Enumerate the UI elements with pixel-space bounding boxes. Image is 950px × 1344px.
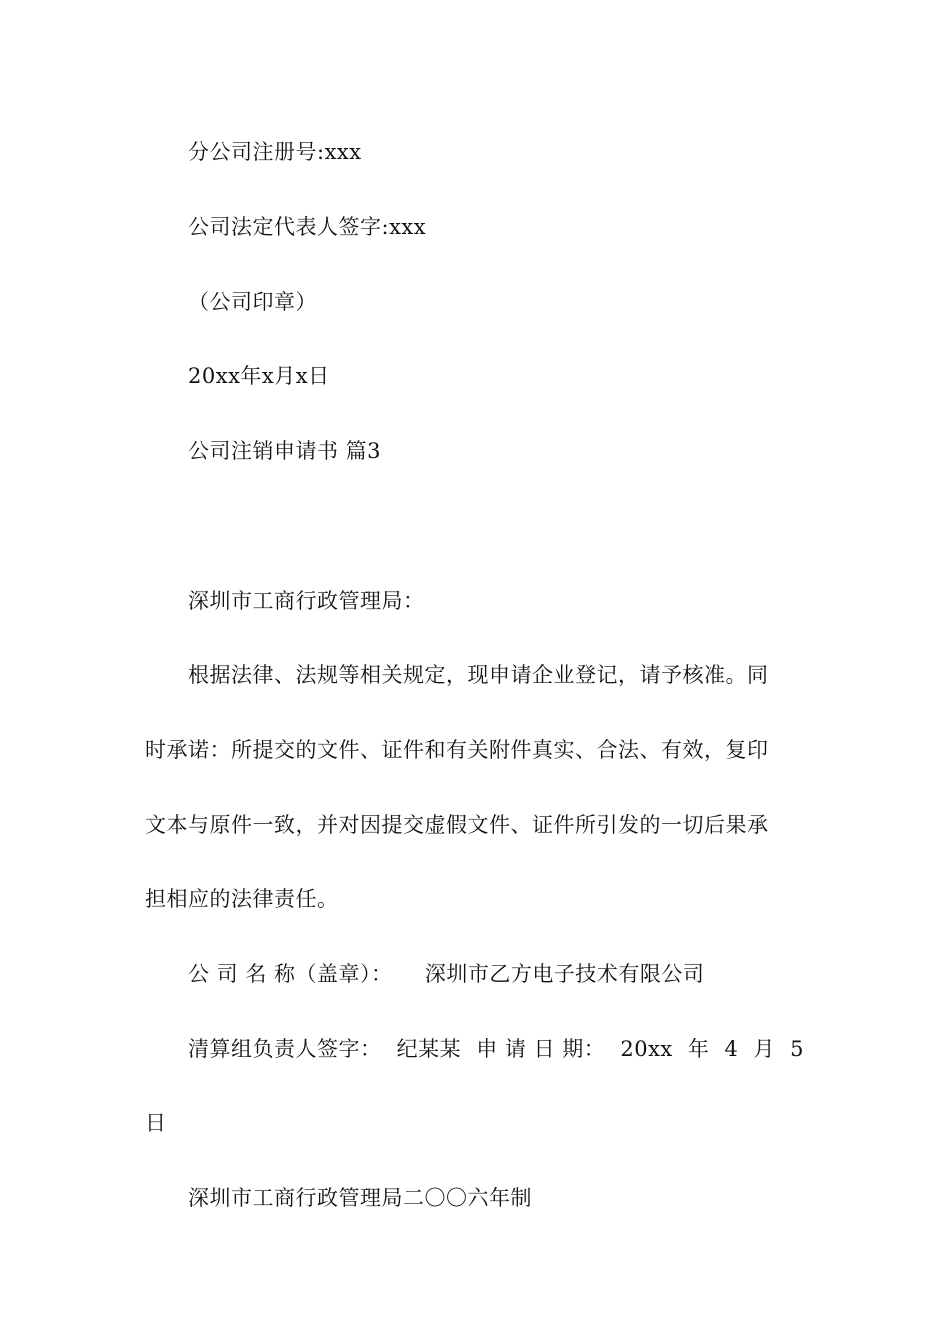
apply-date-year: 20xx <box>620 1037 673 1061</box>
signer-label: 清算组负责人签字： <box>188 1037 382 1061</box>
letter-addressee: 深圳市工商行政管理局： <box>188 589 425 613</box>
body-line-4: 担相应的法律责任。 <box>145 887 339 911</box>
apply-date-month: 4 <box>724 1037 739 1061</box>
section-title: 公司注销申请书 篇3 <box>188 439 382 463</box>
document-date: 20xx年x月x日 <box>188 364 330 388</box>
body-line-3: 文本与原件一致，并对因提交虚假文件、证件所引发的一切后果承 <box>145 813 769 837</box>
body-line-2: 时承诺：所提交的文件、证件和有关附件真实、合法、有效，复印 <box>145 738 769 762</box>
company-name-value: 深圳市乙方电子技术有限公司 <box>424 962 705 986</box>
apply-date-year-unit: 年 <box>687 1037 710 1061</box>
apply-date-month-unit: 月 <box>753 1037 775 1061</box>
branch-registration-number: 分公司注册号:xxx <box>188 140 362 164</box>
company-seal-placeholder: （公司印章） <box>188 290 317 314</box>
apply-date-day: 5 <box>790 1037 804 1061</box>
apply-date-day-unit: 日 <box>145 1111 167 1135</box>
signer-and-date-row <box>188 1035 804 1063</box>
apply-date-label: 申 请 日 期： <box>476 1037 606 1061</box>
company-name-row <box>188 960 704 988</box>
body-line-1: 根据法律、法规等相关规定，现申请企业登记，请予核准。同 <box>188 663 769 687</box>
legal-representative-signature: 公司法定代表人签字:xxx <box>188 215 427 239</box>
company-name-label: 公 司 名 称（盖章）： <box>188 962 393 986</box>
signer-value: 纪某某 <box>396 1037 462 1061</box>
footer-issuer: 深圳市工商行政管理局二〇〇六年制 <box>188 1186 532 1210</box>
